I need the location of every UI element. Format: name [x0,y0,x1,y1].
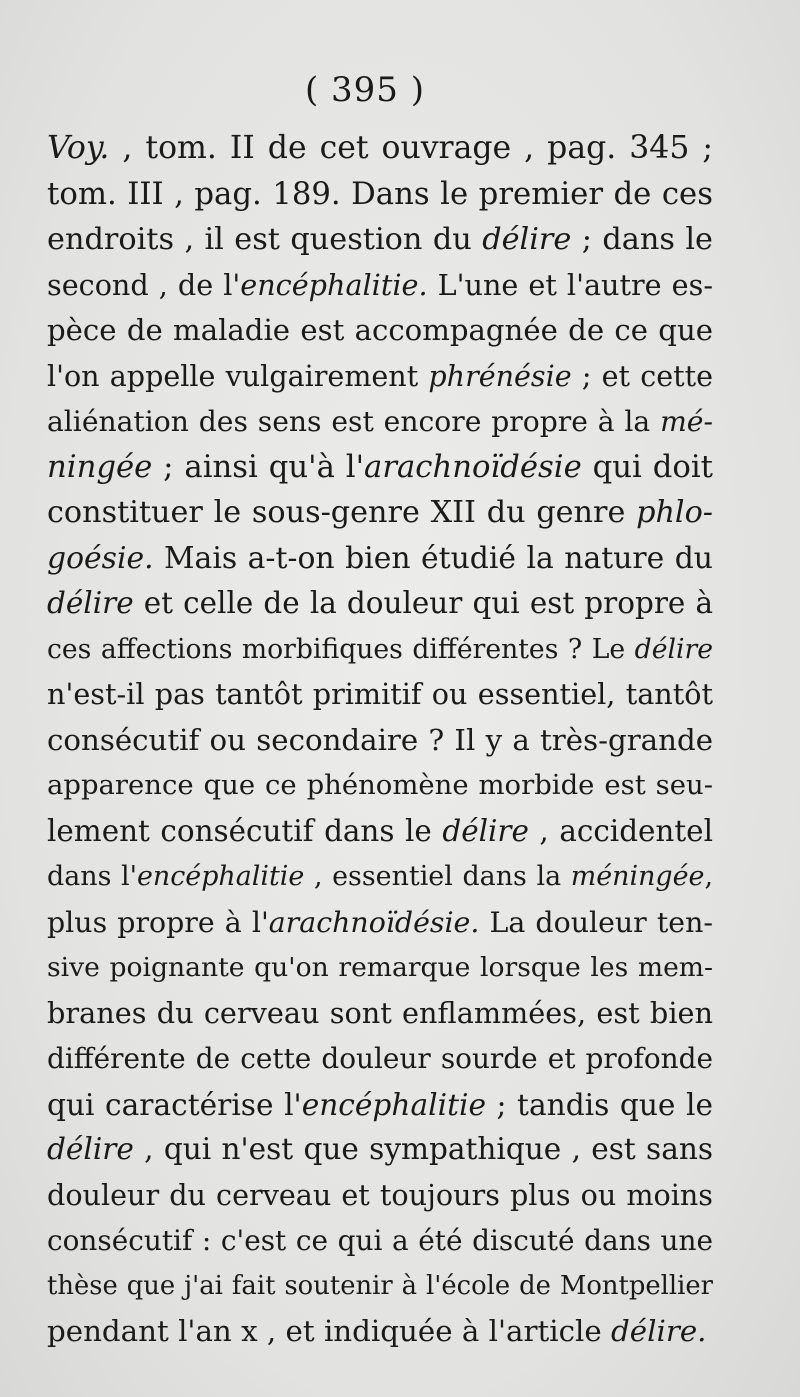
text-line [47,1218,713,1264]
text-line [47,581,713,627]
text-run: L'une et l'autre es- [427,267,713,302]
text-line [47,308,713,354]
text-run: , qui n'est que sympathique , est sans [133,1132,713,1166]
italic-term: encéphalitie [137,861,305,892]
text-run: , essentiel dans la [304,861,571,892]
text-run: plus propre à l' [47,905,269,939]
text-run: et celle de la douleur qui est propre à [133,586,713,620]
italic-term: encéphalitie. [240,267,428,302]
text-line [47,809,713,855]
text-run: ; tandis que le [486,1086,713,1122]
text-run: ; dans le [571,222,713,257]
text-line [47,126,713,172]
text-line [47,263,713,309]
italic-term: encéphalitie [301,1086,486,1122]
text-run: apparence que ce phénomène morbide est seu- [47,770,713,801]
text-run: l'on appelle vulgairement [47,358,429,393]
text-line [47,945,713,991]
text-line [47,991,713,1037]
text-run: dans l' [47,861,138,892]
text-line [47,490,713,536]
italic-term: délire [47,586,134,620]
italic-term: délire [634,633,713,665]
text-run: pendant l'an x , et indiquée à l'article [47,1314,612,1348]
text-run: n'est-il pas tantôt primitif ou essentiel, tantôt [47,677,713,711]
text-line [47,172,713,218]
text-run: second , de l' [47,267,241,302]
body-text [47,126,713,1355]
text-run: consécutif : c'est ce qui a été discuté dans une [47,1224,713,1257]
text-run: consécutif ou secondaire ? Il y a très-grande [47,722,713,757]
text-line [47,854,713,900]
text-line [47,672,713,718]
italic-term: arachnoïdésie [364,449,582,485]
text-run: ces affections morbifiques différentes ? Le [47,633,635,665]
text-line [47,1309,713,1355]
page-number: ( 395 ) [304,70,426,110]
text-line [47,1264,713,1310]
text-run: branes du cerveau sont enflammées, est bien [47,995,713,1030]
text-line [47,1173,713,1219]
text-line [47,1127,713,1173]
text-line [47,217,713,263]
text-line [47,627,713,673]
text-run: , accidentel [528,813,713,848]
italic-term: ningée [47,449,153,485]
text-line [47,445,713,491]
italic-term: mé- [660,405,713,438]
text-run: tom. III , pag. 189. Dans le premier de ces [47,175,713,212]
italic-term: méningée [570,861,705,892]
text-run: endroits , il est question du [47,222,483,257]
text-run: aliénation des sens est encore propre à la [47,405,661,438]
text-run: , tom. II de cet ouvrage , pag. 345 ; [109,130,713,166]
text-run: thèse que j'ai fait soutenir à l'école de Montpellier [47,1270,713,1301]
italic-term: délire [442,813,529,848]
text-run: lement consécutif dans le [47,813,443,848]
text-run: différente de cette douleur sourde et profonde [47,1042,713,1075]
text-run: Mais a-t-on bien étudié la nature du [153,540,713,576]
text-line [47,354,713,400]
text-line [47,900,713,946]
text-run: constituer le sous-genre XII du genre [47,495,637,530]
text-run: qui caractérise l' [47,1086,302,1122]
italic-term: délire [482,222,572,257]
text-run: , [704,861,714,892]
text-run: pèce de maladie est accompagnée de ce que [47,313,713,347]
text-line [47,399,713,445]
text-run: qui doit [581,449,713,485]
italic-term: Voy. [47,130,110,166]
text-line [47,536,713,582]
text-line [47,1082,713,1128]
italic-term: goésie. [47,540,154,576]
text-run: ; et cette [571,358,713,393]
text-run: sive poignante qu'on remarque lorsque les mem- [47,952,713,983]
italic-term: phlo- [636,495,713,530]
italic-term: arachnoïdésie. [268,905,480,939]
text-line [47,763,713,809]
italic-term: phrénésie [428,358,572,393]
italic-term: délire [47,1132,134,1166]
text-line [47,1036,713,1082]
text-run: ; ainsi qu'à l' [152,449,365,485]
italic-term: délire. [611,1314,707,1348]
text-run: douleur du cerveau et toujours plus ou moins [47,1177,713,1212]
text-run: La douleur ten- [479,905,713,939]
text-line [47,718,713,764]
